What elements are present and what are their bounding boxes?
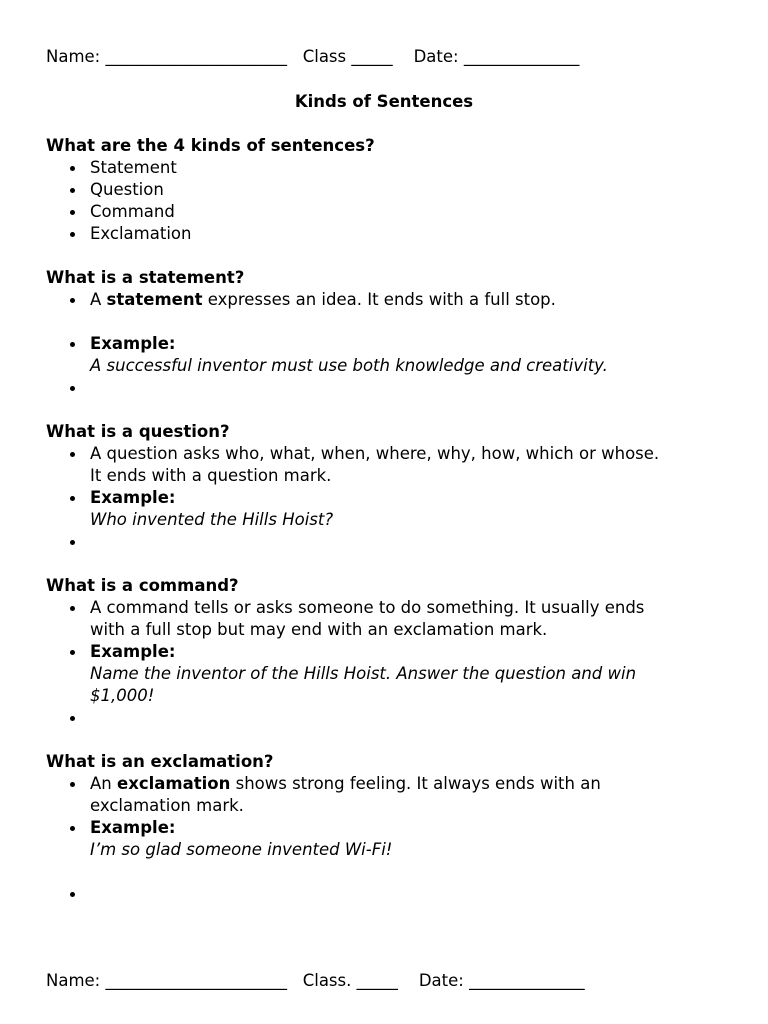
question-def-line2: It ends with a question mark.	[90, 466, 332, 485]
list-item: Exclamation	[46, 223, 726, 245]
empty-bullet	[46, 531, 726, 553]
statement-definition	[46, 289, 726, 311]
section-question	[46, 421, 726, 553]
command-def-line1: A command tells or asks someone to do something. It usually ends	[90, 598, 645, 617]
exclamation-question: What is an exclamation?	[46, 752, 274, 771]
statement-example-label: Example:	[90, 334, 176, 353]
exclamation-def-line1	[90, 773, 726, 795]
statement-question: What is a statement?	[46, 268, 245, 287]
command-example-label: Example:	[90, 642, 176, 661]
command-example	[46, 641, 726, 707]
exclamation-example-text: I’m so glad someone invented Wi-Fi!	[90, 840, 393, 859]
section-exclamation	[46, 751, 726, 905]
question-example-label: Example:	[90, 488, 176, 507]
statement-list	[46, 289, 726, 311]
statement-def-pre: A	[90, 290, 107, 309]
question-list	[46, 443, 726, 553]
command-definition	[46, 597, 726, 641]
header-name-class-date: Name: ______________________ Class _____ Date: ______________	[46, 47, 580, 66]
statement-example-text: A successful inventor must use both knowledge and creativity.	[90, 356, 608, 375]
section-kinds	[46, 135, 726, 245]
exclamation-example-label: Example:	[90, 818, 176, 837]
exclamation-def-pre: An	[90, 774, 117, 793]
command-list	[46, 597, 726, 729]
exclamation-def-post: shows strong feeling. It always ends with an	[230, 774, 601, 793]
statement-def-term: statement	[106, 290, 203, 309]
exclamation-def-term: exclamation	[117, 774, 231, 793]
statement-def-post: expresses an idea. It ends with a full stop.	[202, 290, 556, 309]
kinds-list	[46, 157, 726, 245]
spacer	[46, 861, 726, 883]
exclamation-list	[46, 773, 726, 861]
exclamation-def-line2: exclamation mark.	[90, 796, 244, 815]
command-example-line1: Name the inventor of the Hills Hoist. Answer the question and win	[90, 664, 637, 683]
statement-example-list	[46, 333, 726, 399]
command-question: What is a command?	[46, 576, 239, 595]
question-def-line1: A question asks who, what, when, where, why, how, which or whose.	[90, 444, 660, 463]
spacer	[46, 311, 726, 333]
empty-bullet	[46, 707, 726, 729]
question-definition	[46, 443, 726, 487]
command-example-line2: $1,000!	[90, 686, 155, 705]
statement-example	[46, 333, 726, 377]
question-example-text: Who invented the Hills Hoist?	[90, 510, 334, 529]
list-item: Command	[46, 201, 726, 223]
question-question: What is a question?	[46, 422, 230, 441]
empty-bullet	[46, 883, 726, 905]
exclamation-empty-list	[46, 883, 726, 905]
kinds-question: What are the 4 kinds of sentences?	[46, 136, 375, 155]
list-item: Statement	[46, 157, 726, 179]
command-def-line2: with a full stop but may end with an exclamation mark.	[90, 620, 548, 639]
page-title: Kinds of Sentences	[294, 92, 474, 111]
footer-name-class-date: Name: ______________________ Class. _____ Date: ______________	[46, 971, 585, 990]
empty-bullet	[46, 377, 726, 399]
question-example	[46, 487, 726, 531]
exclamation-example	[46, 817, 726, 861]
list-item: Question	[46, 179, 726, 201]
exclamation-definition	[46, 773, 726, 817]
section-command	[46, 575, 726, 729]
section-statement	[46, 267, 726, 399]
